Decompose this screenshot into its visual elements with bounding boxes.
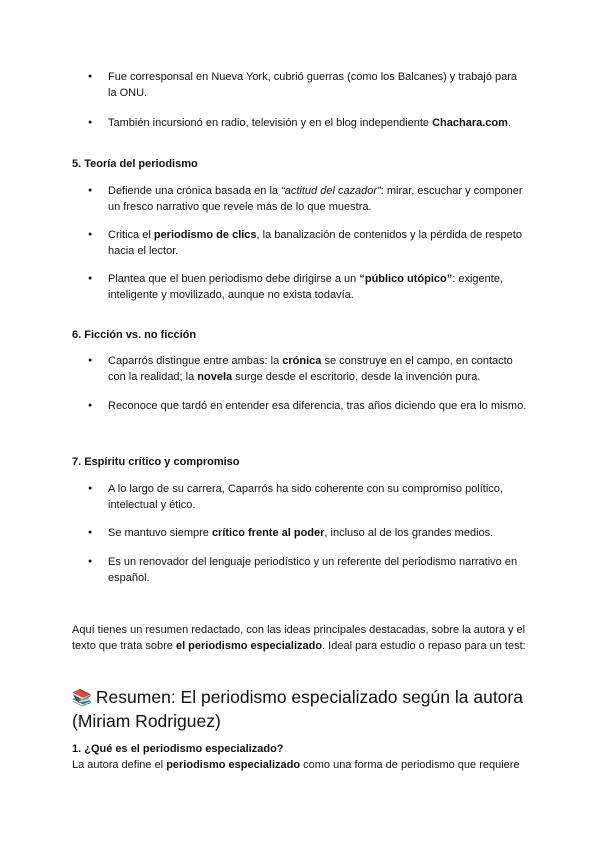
paragraph-definicion — [72, 757, 528, 773]
bullet-utopico — [108, 271, 528, 303]
bullet-text: : exigente, inteligente y movilizado, aunque no exista todavía. — [108, 273, 503, 301]
bullet-text: Es un renovador del lenguaje periodístico y un referente del periodismo narrativo en español. — [108, 556, 518, 584]
bullet-cazador — [108, 183, 528, 215]
bullet-text: Caparrós distingue entre ambas: la — [108, 355, 283, 367]
bold-novela: novela — [197, 371, 233, 383]
bullet-text: Critica el — [108, 229, 154, 241]
bold-especializado: el periodismo especializado — [175, 640, 323, 652]
heading-espiritu: 7. Espíritu crítico y compromiso — [72, 456, 240, 468]
bullet-text: se construye en el campo, en contacto con la realidad; la — [108, 355, 513, 383]
bullet-text: Reconoce que tardó en entender esa diferencia, tras años diciendo que era lo mismo. — [108, 400, 527, 412]
paragraph-text: . Ideal para estudio o repaso para un test: — [322, 640, 526, 652]
bullet-text: : mirar, escuchar y componer un fresco narrativo que revele más de lo que muestra. — [108, 185, 523, 213]
bullet-cronica-novela — [108, 353, 528, 385]
bullet-coherente — [108, 481, 528, 513]
bullet-text: Fue corresponsal en Nueva York, cubrió guerras (como los Balcanes) y trabajó para la ONU. — [108, 71, 518, 99]
heading-teoria: 5. Teoría del periodismo — [72, 158, 198, 170]
section-title-text: Resumen: El periodismo especializado según la autora (Miriam Rodriguez) — [72, 687, 523, 731]
bullet-text: Plantea que el buen periodismo debe dirigirse a un — [108, 273, 360, 285]
bullet-poder — [108, 525, 528, 541]
books-icon: 📚 — [72, 690, 92, 707]
bullet-radio — [108, 115, 528, 131]
heading-ficcion: 6. Ficción vs. no ficción — [72, 329, 197, 341]
bullet-text: . — [507, 117, 511, 129]
italic-cazador: “actitud del cazador” — [281, 185, 381, 197]
paragraph-intro — [72, 622, 528, 654]
paragraph-text: como una forma de periodismo que requiere — [300, 759, 520, 771]
bullet-diferencia — [108, 398, 528, 414]
section-title — [72, 686, 532, 732]
bold-clics: periodismo de clics — [153, 229, 257, 241]
bullet-text: , la banalización de contenidos y la pérdida de respeto hacia el lector. — [108, 229, 522, 257]
bold-poder: crítico frente al poder — [211, 527, 325, 539]
paragraph-text: La autora define el — [72, 759, 167, 771]
bullet-text: surge desde el escritorio, desde la invención pura. — [232, 371, 481, 383]
heading-que-es: 1. ¿Qué es el periodismo especializado? — [72, 743, 284, 755]
bullet-text: Defiende una crónica basada en la — [108, 185, 282, 197]
bullet-text: , incluso al de los grandes medios. — [324, 527, 494, 539]
bullet-text: A lo largo de su carrera, Caparrós ha sido coherente con su compromiso político, intelectual y ético. — [108, 483, 503, 511]
bold-utopico: “público utópico” — [359, 273, 453, 285]
bullet-corresponsal — [108, 69, 528, 101]
bold-periodismo-especializado: periodismo especializado — [166, 759, 301, 771]
bullet-clics — [108, 227, 528, 259]
paragraph-text: Aquí tienes un resumen redactado, con las ideas principales destacadas, sobre la autora y el texto que trata sobre — [72, 624, 526, 652]
bold-chachara: Chachara.com — [432, 117, 508, 129]
bullet-renovador — [108, 554, 528, 586]
bullet-text: También incursionó en radio, televisión y en el blog independiente — [108, 117, 433, 129]
bold-cronica: crónica — [282, 355, 322, 367]
bullet-text: Se mantuvo siempre — [108, 527, 212, 539]
